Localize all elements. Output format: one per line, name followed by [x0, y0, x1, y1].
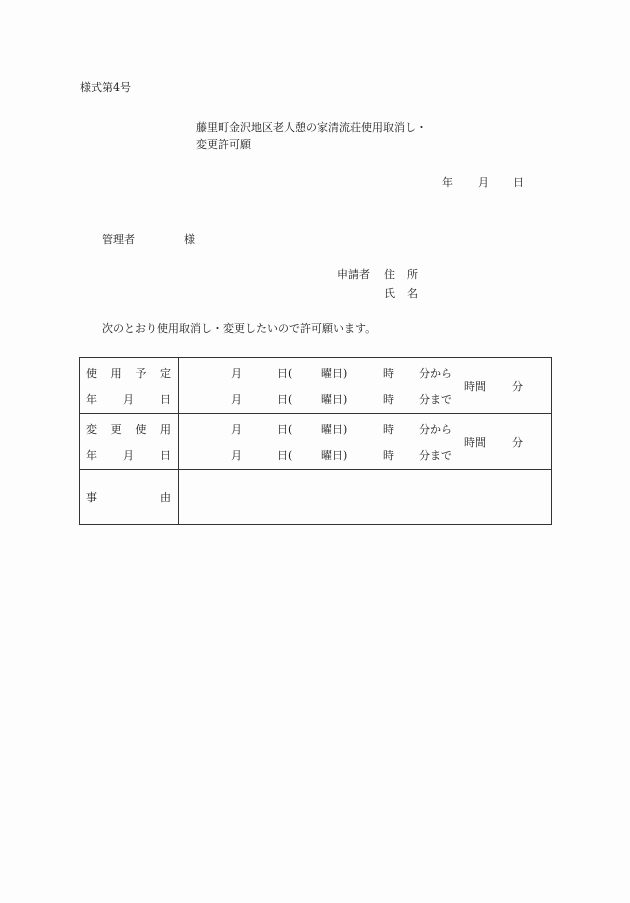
application-table [79, 357, 552, 525]
reason-field[interactable] [179, 470, 552, 525]
date-year: 年 [442, 176, 453, 189]
reason-label [80, 470, 179, 525]
minutes-label: 分 [512, 436, 523, 449]
hour-label: 時 [383, 423, 394, 436]
weekday-label: 曜日) [321, 449, 348, 462]
label-char: 由 [160, 491, 171, 504]
label-char: 使 [86, 367, 97, 380]
document-title-line1: 藤里町金沢地区老人憩の家清流荘使用取消し・ [196, 121, 427, 134]
from-label: 分から [419, 423, 452, 436]
applicant-label: 申請者 [337, 268, 370, 281]
day-label: 日( [277, 449, 293, 462]
scheduled-date-field[interactable] [179, 358, 552, 414]
date-month: 月 [478, 176, 489, 189]
hour-label: 時 [383, 393, 394, 406]
day-label: 日( [277, 423, 293, 436]
day-label: 日( [277, 367, 293, 380]
until-label: 分まで [419, 393, 452, 406]
changed-date-label [80, 414, 179, 470]
changed-date-field[interactable] [179, 414, 552, 470]
weekday-label: 曜日) [321, 423, 348, 436]
label-char: 変 [86, 423, 97, 436]
hour-label: 時 [383, 449, 394, 462]
name-label-2: 名 [407, 287, 418, 300]
weekday-label: 曜日) [321, 367, 348, 380]
addressee-honorific: 様 [184, 233, 195, 246]
label-char: 更 [110, 423, 122, 436]
hours-label: 時間 [464, 380, 486, 393]
month-label: 月 [231, 367, 242, 380]
address-label-1: 住 [384, 268, 395, 281]
intro-text: 次のとおり使用取消し・変更したいので許可願います。 [102, 322, 377, 335]
addressee-name: 管理者 [102, 233, 135, 246]
label-char: 使 [135, 423, 147, 436]
label-char: 月 [123, 449, 134, 462]
hours-label: 時間 [464, 436, 486, 449]
month-label: 月 [231, 449, 242, 462]
day-label: 日( [277, 393, 293, 406]
label-char: 用 [110, 367, 122, 380]
label-char: 日 [160, 449, 171, 462]
label-char: 用 [159, 423, 171, 436]
label-char: 予 [135, 367, 147, 380]
label-char: 定 [159, 367, 171, 380]
document-title-line2: 変更許可願 [196, 138, 251, 151]
scheduled-date-label [80, 358, 179, 414]
until-label: 分まで [419, 449, 452, 462]
weekday-label: 曜日) [321, 393, 348, 406]
address-label-2: 所 [407, 268, 418, 281]
label-char: 事 [86, 491, 97, 504]
hour-label: 時 [383, 367, 394, 380]
from-label: 分から [419, 367, 452, 380]
month-label: 月 [231, 393, 242, 406]
form-number: 様式第4号 [80, 81, 131, 94]
month-label: 月 [231, 423, 242, 436]
date-day: 日 [513, 176, 524, 189]
label-char: 月 [123, 393, 134, 406]
name-label-1: 氏 [384, 287, 395, 300]
label-char: 年 [86, 449, 97, 462]
label-char: 日 [160, 393, 171, 406]
minutes-label: 分 [512, 380, 523, 393]
label-char: 年 [86, 393, 97, 406]
